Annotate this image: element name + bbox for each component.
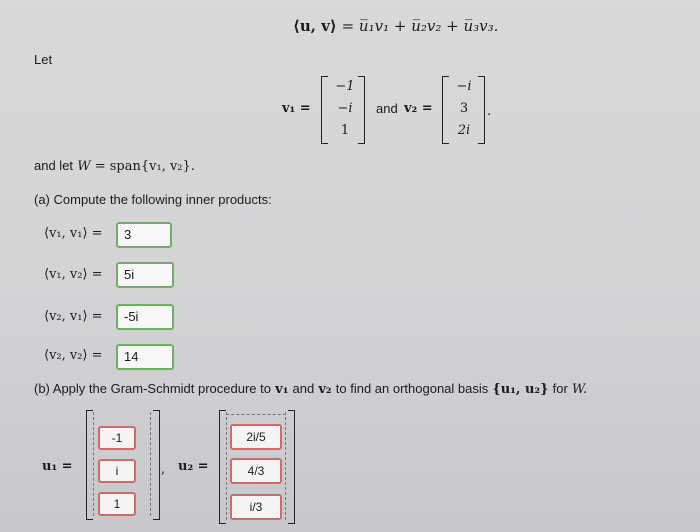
u1-right-bracket [153, 410, 160, 520]
v2-entry-2: 3 [459, 101, 469, 116]
part-b-text-1: (b) Apply the Gram-Schmidt procedure to [34, 381, 271, 396]
u1-entry-3-input[interactable]: 1 [98, 492, 136, 516]
v2-label: v₂ = [404, 101, 433, 116]
formula-lhs: ⟨u, v⟩ [293, 17, 337, 35]
v2-entry-3: 2i [457, 123, 471, 138]
part-b-text-2: and [292, 381, 315, 396]
u2-right-bracket [288, 410, 295, 524]
u1-guide-left [93, 412, 94, 516]
u2-guide-left [226, 412, 227, 520]
span-text: span{v₁, v₂}. [109, 159, 195, 174]
v1-entry-2: −i [337, 101, 353, 116]
span-eq: = [94, 159, 106, 174]
u1-comma: , [161, 462, 166, 477]
u1-left-bracket [86, 410, 93, 520]
formula-eq: = [341, 17, 355, 35]
inner-product-label-1: ⟨v₁, v₁⟩ = [44, 226, 103, 241]
v2-trailing-period: . [487, 104, 492, 119]
v1-label: v₁ = [282, 101, 311, 116]
answer-v1v1-input[interactable]: 3 [116, 222, 172, 248]
part-b-v1: v₁ [275, 382, 289, 397]
span-statement [34, 158, 195, 174]
part-b-title [34, 381, 587, 397]
part-b-basis: {u₁, u₂} [492, 382, 549, 397]
formula-term-2: + u̅₂v₂ [393, 17, 442, 35]
v1-entry-1: −1 [335, 79, 355, 94]
part-b-text-4: for [552, 381, 568, 396]
u2-label: u₂ = [178, 459, 209, 474]
u1-entry-1-input[interactable]: -1 [98, 426, 136, 450]
u2-guide-top [226, 414, 286, 415]
u1-guide-right [150, 412, 151, 516]
part-b-v2: v₂ [318, 382, 332, 397]
u2-entry-3-input[interactable]: i/3 [230, 494, 282, 520]
answer-v2v1-input[interactable]: -5i [116, 304, 174, 330]
part-a-title: (a) Compute the following inner products: [34, 192, 272, 207]
u2-left-bracket [219, 410, 226, 524]
part-b-text-3: to find an orthogonal basis [335, 381, 489, 396]
inner-product-label-4: ⟨v₂, v₂⟩ = [44, 348, 103, 363]
formula-term-3: + u̅₃v₃. [446, 17, 499, 35]
answer-v2v2-input[interactable]: 14 [116, 344, 174, 370]
formula-term-1: u̅₁v₁ [358, 17, 390, 35]
inner-product-formula [293, 17, 498, 35]
part-b-w: W. [571, 382, 588, 397]
u2-entry-2-input[interactable]: 4/3 [230, 458, 282, 484]
v1-left-bracket [321, 76, 328, 144]
u2-guide-right [285, 412, 286, 520]
answer-v1v2-input[interactable]: 5i [116, 262, 174, 288]
v2-entry-1: −i [456, 79, 472, 94]
span-w: W [77, 159, 91, 174]
u2-entry-1-input[interactable]: 2i/5 [230, 424, 282, 450]
span-prefix: and let [34, 158, 74, 173]
u1-entry-2-input[interactable]: i [98, 459, 136, 483]
inner-product-label-2: ⟨v₁, v₂⟩ = [44, 267, 103, 282]
let-label: Let [34, 52, 53, 67]
and-label: and [376, 101, 398, 116]
u1-label: u₁ = [42, 459, 73, 474]
v1-entry-3: 1 [340, 123, 350, 138]
inner-product-label-3: ⟨v₂, v₁⟩ = [44, 309, 103, 324]
